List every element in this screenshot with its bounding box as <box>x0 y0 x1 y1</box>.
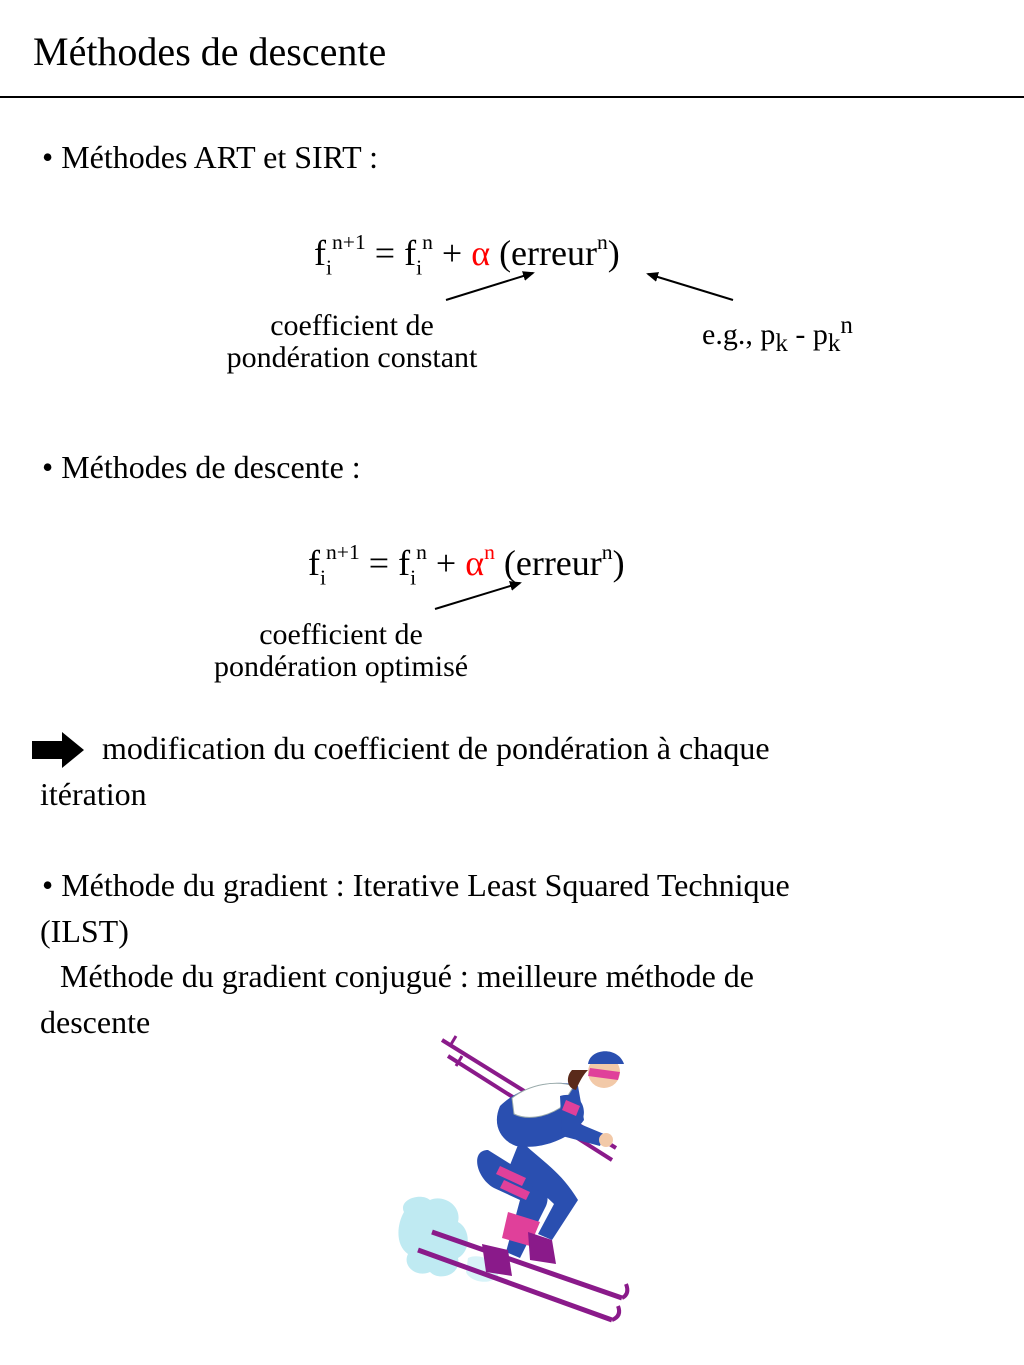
eq-plus: + <box>432 233 472 273</box>
right-arrow-icon <box>32 732 84 768</box>
eq2-alpha-sup: n <box>484 539 495 564</box>
eq-sup-n1: n+1 <box>332 229 366 254</box>
pointer-arrow-alpha-n <box>435 583 520 609</box>
arrow-statement-line1: modification du coefficient de pondération à chaque <box>102 730 770 766</box>
eq2-sup-n1: n+1 <box>326 539 360 564</box>
eq2-sub-i2: i <box>410 565 417 590</box>
note-optimized-line1: coefficient de <box>259 618 423 651</box>
eq2-err-close: ) <box>612 543 625 583</box>
skier-icon <box>398 1036 627 1320</box>
eq-err-open: (erreur <box>490 233 597 273</box>
arrow-statement-line2: itération <box>40 776 147 812</box>
eq2-sub-i: i <box>320 565 326 590</box>
eq-sub-i2: i <box>416 255 423 280</box>
eq-err-close: ) <box>607 233 620 273</box>
eq-alpha: α <box>471 233 491 273</box>
pointer-arrow-error <box>648 274 733 300</box>
eq-f: f <box>314 233 326 273</box>
eq2-alpha: α <box>465 543 485 583</box>
conjugate-line2: descente <box>40 1004 151 1040</box>
eq2-err-open: (erreur <box>494 543 602 583</box>
note-eg-sub-k2: k <box>827 330 841 357</box>
bullet-gradient-line1: • Méthode du gradient : Iterative Least Squared Technique <box>42 867 790 903</box>
note-constant-line1: coefficient de <box>270 309 434 342</box>
conjugate-line1: Méthode du gradient conjugué : meilleure méthode de <box>60 958 754 994</box>
eq2-plus: + <box>426 543 466 583</box>
eq2-sup-n: n <box>416 539 427 564</box>
eq2-equals: = f <box>359 543 411 583</box>
eq-sub-i: i <box>326 255 332 280</box>
eq-equals: = f <box>365 233 417 273</box>
bullet-descent-methods: • Méthodes de descente : <box>42 449 361 485</box>
pointer-arrow-alpha <box>446 273 533 300</box>
eq2-f: f <box>308 543 320 583</box>
note-eg-mid: - p <box>787 318 828 351</box>
note-eg-sub-k: k <box>775 330 788 357</box>
eq-err-sup: n <box>596 229 608 254</box>
bullet-art-sirt: • Méthodes ART et SIRT : <box>42 139 378 175</box>
note-eg-sup-n: n <box>840 312 853 339</box>
note-constant-line2: pondération constant <box>226 341 478 374</box>
bullet-gradient-line2: (ILST) <box>40 913 129 949</box>
note-eg-prefix: e.g., p <box>702 318 776 351</box>
note-optimized-line2: pondération optimisé <box>213 650 469 683</box>
eq2-err-sup: n <box>601 539 613 564</box>
eq-sup-n: n <box>422 229 433 254</box>
slide-title: Méthodes de descente <box>33 29 387 74</box>
